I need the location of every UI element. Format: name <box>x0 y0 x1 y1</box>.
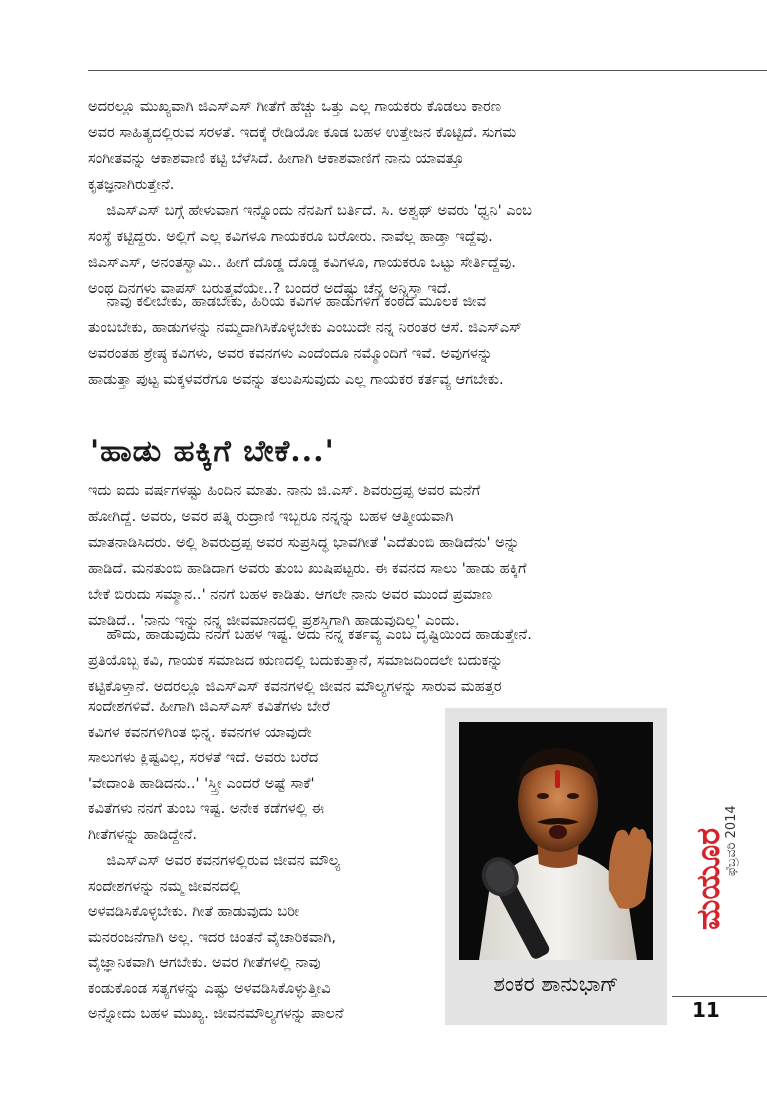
text-line: 'ವೇದಾಂತಿ ಹಾಡಿದನು..' 'ಸ್ತ್ರೀ ಎಂದರೆ ಅಷ್ಟೆ ಸಾಕೆ' <box>88 774 315 792</box>
text-line: ಅನ್ನೋದು ಬಹಳ ಮುಖ್ಯ. ಜೀವನಮೌಲ್ಯಗಳನ್ನು ಪಾಲನೆ <box>88 1005 344 1022</box>
top-rule <box>88 70 767 71</box>
paragraph-6 <box>88 694 434 847</box>
text-line: ಜಿಎಸ್‌ಎಸ್ ಬಗ್ಗೆ ಹೇಳುವಾಗ ಇನ್ನೊಂದು ನೆನಪಿಗೆ ಬರ್ತಿದೆ. ಸಿ. ಅಶ್ವಥ್ ಅವರು 'ಧ್ವನಿ' ಎಂಬ <box>88 202 533 219</box>
paragraph-7 <box>88 848 434 1027</box>
singer-portrait-icon <box>459 722 653 960</box>
text-line: ಕವಿಗಳ ಕವನಗಳಿಗಿಂತ ಭಿನ್ನ. ಕವನಗಳ ಯಾವುದೇ <box>88 723 312 741</box>
text-line: ಮಾಡಿದೆ.. 'ನಾನು ಇನ್ನು ನನ್ನ ಜೀವಮಾನದಲ್ಲಿ ಪ್ರಶಸ್ತಿಗಾಗಿ ಹಾಡುವುದಿಲ್ಲ' ಎಂದು. <box>88 612 460 629</box>
text-line: ಅದರಲ್ಲೂ ಮುಖ್ಯವಾಗಿ ಜಿಎಸ್‌ಎಸ್ ಗೀತೆಗೆ ಹೆಚ್ಚು ಒತ್ತು ಎಲ್ಲ ಗಾಯಕರು ಕೊಡಲು ಕಾರಣ <box>88 98 502 115</box>
text-line: ಪ್ರತಿಯೊಬ್ಬ ಕವಿ, ಗಾಯಕ ಸಮಾಜದ ಋಣದಲ್ಲಿ ಬದುಕುತ್ತಾನೆ, ಸಮಾಜದಿಂದಲೇ ಬದುಕನ್ನು <box>88 652 504 669</box>
paragraph-5 <box>88 622 680 700</box>
text-line: ಕಟ್ಟಿಕೊಳ್ತಾನೆ. ಅದರಲ್ಲೂ ಜಿಎಸ್‌ಎಸ್ ಕವನಗಳಲ್ಲಿ ಜೀವನ ಮೌಲ್ಯಗಳನ್ನು ಸಾರುವ ಮಹತ್ತರ <box>88 678 502 695</box>
paragraph-3 <box>88 289 680 393</box>
text-line: ಅಳವಡಿಸಿಕೊಳ್ಳಬೇಕು. ಗೀತೆ ಹಾಡುವುದು ಬರೀ <box>88 903 300 920</box>
issue-date: ಫೆಬ್ರವರಿ 2014 <box>724 805 739 876</box>
photo-box <box>445 708 667 1025</box>
paragraph-2 <box>88 198 680 302</box>
text-line: ಕಂಡುಕೊಂಡ ಸತ್ಯಗಳನ್ನು ಎಷ್ಟು ಅಳವಡಿಸಿಕೊಳ್ಳುತ್ತೀವಿ <box>88 979 331 997</box>
text-line: ಹೋಗಿದ್ದೆ. ಅವರು, ಅವರ ಪತ್ನಿ ರುದ್ರಾಣಿ ಇಬ್ಬರೂ ನನ್ನನ್ನು ಬಹಳ ಆತ್ಮೀಯವಾಗಿ <box>88 508 454 525</box>
text-line: ಸಂಸ್ಥೆ ಕಟ್ಟಿದ್ದರು. ಅಲ್ಲಿಗೆ ಎಲ್ಲ ಕವಿಗಳೂ ಗಾಯಕರೂ ಬರೋರು. ನಾವೆಲ್ಲ ಹಾಡ್ತಾ ಇದ್ದೆವು. <box>88 228 493 245</box>
section-heading: 'ಹಾಡು ಹಕ್ಕಿಗೆ ಬೇಕೆ...' <box>90 434 335 469</box>
text-line: ಜಿಎಸ್‌ಎಸ್ ಅವರ ಕವನಗಳಲ್ಲಿರುವ ಜೀವನ ಮೌಲ್ಯ <box>88 852 341 869</box>
text-line: ವೈಜ್ಞಾನಿಕವಾಗಿ ಆಗಬೇಕು. ಅವರ ಗೀತೆಗಳಲ್ಲಿ ನಾವು <box>88 954 321 971</box>
text-line: ಜಿಎಸ್‌ಎಸ್, ಅನಂತಸ್ವಾಮಿ.. ಹೀಗೆ ದೊಡ್ಡ ದೊಡ್ಡ ಕವಿಗಳೂ, ಗಾಯಕರೂ ಒಟ್ಟು ಸೇರ್ತಿದ್ದೆವು. <box>88 254 516 271</box>
paragraph-1 <box>88 94 680 198</box>
text-line: ಸಂದೇಶಗಳಿವೆ. ಹೀಗಾಗಿ ಜಿಎಸ್‌ಎಸ್ ಕವಿತೆಗಳು ಬೇರೆ <box>88 698 331 715</box>
text-line: ಕವಿತೆಗಳು ನನಗೆ ತುಂಬ ಇಷ್ಟ. ಅನೇಕ ಕಡೆಗಳಲ್ಲಿ ಈ <box>88 800 325 817</box>
text-line: ಸಂದೇಶಗಳನ್ನು ನಮ್ಮ ಜೀವನದಲ್ಲಿ <box>88 877 241 895</box>
text-line: ಅಂಥ ದಿನಗಳು ವಾಪಸ್ ಬರುತ್ತವೆಯೇ..? ಬಂದರೆ ಅದೆಷ್ಟು ಚೆನ್ನ ಅನ್ನಿಸ್ತಾ ಇದೆ. <box>88 280 452 297</box>
text-line: ಅವರ ಸಾಹಿತ್ಯದಲ್ಲಿರುವ ಸರಳತೆ. ಇದಕ್ಕೆ ರೇಡಿಯೋ ಕೂಡ ಬಹಳ ಉತ್ತೇಜನ ಕೊಟ್ಟಿದೆ. ಸುಗಮ <box>88 124 517 141</box>
page-number: 11 <box>692 998 720 1022</box>
text-line: ಮನರಂಜನೆಗಾಗಿ ಅಲ್ಲ. ಇದರ ಚಿಂತನೆ ವೈಚಾರಿಕವಾಗಿ, <box>88 928 336 946</box>
text-line: ತುಂಬಬೇಕು, ಹಾಡುಗಳನ್ನು ನಮ್ಮದಾಗಿಸಿಕೊಳ್ಳಬೇಕು ಎಂಬುದೇ ನನ್ನ ನಿರಂತರ ಆಸೆ. ಜಿಎಸ್‌ಎಸ್ <box>88 319 522 336</box>
magazine-logo: ಮಯೂರ <box>689 827 727 930</box>
text-line: ಮಾತನಾಡಿಸಿದರು. ಅಲ್ಲಿ ಶಿವರುದ್ರಪ್ಪ ಅವರ ಸುಪ್ರಸಿದ್ಧ ಭಾವಗೀತೆ 'ಎದೆತುಂಬಿ ಹಾಡಿದೆನು' ಅನ್ನು <box>88 534 520 551</box>
text-line: ನಾವು ಕಲೀಬೇಕು, ಹಾಡಬೇಕು, ಹಿರಿಯ ಕವಿಗಳ ಹಾಡುಗಳಿಗೆ ಕಂಠದ ಮೂಲಕ ಜೀವ <box>88 293 487 310</box>
text-line: ಗೀತೆಗಳನ್ನು ಹಾಡಿದ್ದೇನೆ. <box>88 825 198 843</box>
text-line: ಹಾಡುತ್ತಾ ಪುಟ್ಟ ಮಕ್ಕಳವರೆಗೂ ಅವನ್ನು ತಲುಪಿಸುವುದು ಎಲ್ಲ ಗಾಯಕರ ಕರ್ತವ್ಯ ಆಗಬೇಕು. <box>88 371 504 388</box>
text-line: ಹೌದು, ಹಾಡುವುದು ನನಗೆ ಬಹಳ ಇಷ್ಟ. ಅದು ನನ್ನ ಕರ್ತವ್ಯ ಎಂಬ ದೃಷ್ಟಿಯಿಂದ ಹಾಡುತ್ತೇನೆ. <box>88 626 532 643</box>
text-line: ಇದು ಐದು ವರ್ಷಗಳಷ್ಟು ಹಿಂದಿನ ಮಾತು. ನಾನು ಜಿ.ಎಸ್. ಶಿವರುದ್ರಪ್ಪ ಅವರ ಮನೆಗೆ <box>88 482 481 499</box>
text-line: ಸಂಗೀತವನ್ನು ಆಕಾಶವಾಣಿ ಕಟ್ಟಿ ಬೆಳೆಸಿದೆ. ಹೀಗಾಗಿ ಆಕಾಶವಾಣಿಗೆ ನಾನು ಯಾವತ್ತೂ <box>88 150 464 167</box>
text-line: ಬೇಕೆ ಬಿರುದು ಸಮ್ಮಾನ..' ನನಗೆ ಬಹಳ ಕಾಡಿತು. ಆಗಲೇ ನಾನು ಅವರ ಮುಂದೆ ಪ್ರಮಾಣ <box>88 586 493 603</box>
photo-caption: ಶಂಕರ ಶಾನುಭಾಗ್ <box>493 972 619 996</box>
paragraph-4 <box>88 478 680 634</box>
text-line: ಕೃತಜ್ಞನಾಗಿರುತ್ತೇನೆ. <box>88 176 175 193</box>
text-line: ಸಾಲುಗಳು ಕ್ಲಿಷ್ಟವಿಲ್ಲ, ಸರಳತೆ ಇದೆ. ಅವರು ಬರೆದ <box>88 749 319 766</box>
text-line: ಹಾಡಿದೆ. ಮನತುಂಬಿ ಹಾಡಿದಾಗ ಅವರು ತುಂಬ ಖುಷಿಪಟ್ಟರು. ಈ ಕವನದ ಸಾಲು 'ಹಾಡು ಹಕ್ಕಿಗೆ <box>88 560 527 577</box>
text-line: ಅವರಂತಹ ಶ್ರೇಷ್ಠ ಕವಿಗಳು, ಅವರ ಕವನಗಳು ಎಂದೆಂದೂ ನಮ್ಮೊಂದಿಗೆ ಇವೆ. ಅವುಗಳನ್ನು <box>88 345 493 362</box>
